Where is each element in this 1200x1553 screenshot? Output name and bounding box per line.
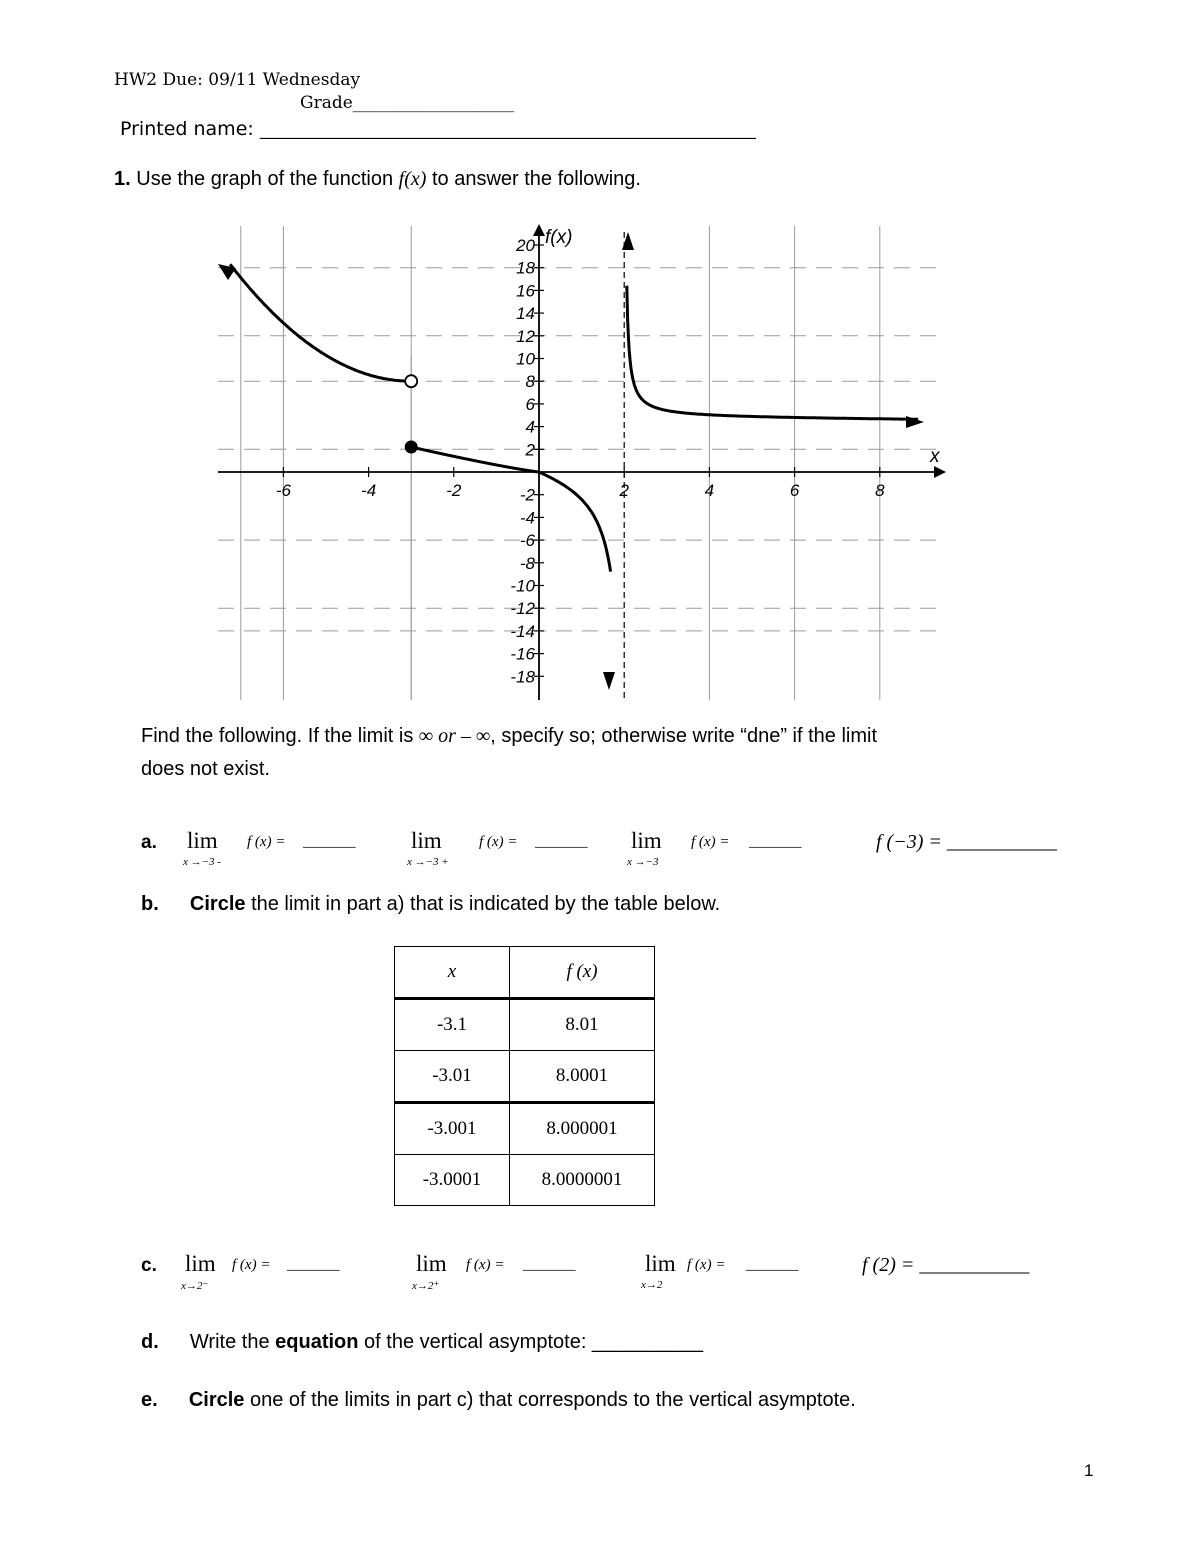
y-tick-label: 18 <box>516 258 535 278</box>
x-tick-label: 2 <box>619 481 629 500</box>
y-tick-label: 20 <box>516 236 535 255</box>
y-tick-label: -16 <box>510 644 535 664</box>
curve-right-branch <box>627 286 918 420</box>
x-tick-label: -4 <box>361 481 377 500</box>
y-tick-label: 6 <box>525 394 535 414</box>
y-tick-label: -6 <box>519 531 535 551</box>
y-tick-label: -8 <box>519 553 535 573</box>
y-tick-label: -2 <box>519 485 535 505</box>
table-header-x: x <box>395 947 510 999</box>
x-axis-arrow <box>934 466 946 478</box>
answer-blank-a4[interactable]: ___________ <box>946 831 1057 853</box>
answer-blank-a1[interactable]: _______ <box>303 834 356 850</box>
function-graph <box>0 0 1200 720</box>
part-d: d. Write the equation of the vertical asymptote: __________ <box>141 1331 704 1353</box>
instructions-line-2: does not exist. <box>141 758 270 780</box>
closed-point <box>405 441 417 453</box>
function-symbol: f(x) <box>398 168 427 190</box>
y-tick-label: 16 <box>516 281 535 301</box>
due-date: HW2 Due: 09/11 Wednesday <box>114 70 361 90</box>
y-axis-label: f(x) <box>545 227 573 248</box>
x-tick-label: 6 <box>789 481 800 500</box>
part-e: e. Circle one of the limits in part c) that corresponds to the vertical asymptote. <box>141 1389 856 1411</box>
graph-grid <box>218 226 940 700</box>
y-axis-arrow <box>533 224 545 236</box>
value-f-minus3: f (−3) = ___________ <box>876 831 1057 853</box>
graph-curves <box>218 232 924 690</box>
asymptote-answer-field[interactable]: of the vertical asymptote: __________ <box>364 1331 704 1353</box>
part-c-label: c. <box>141 1255 157 1276</box>
graph-axes <box>218 224 946 700</box>
grade-field[interactable]: Grade___________________ <box>300 93 515 113</box>
part-a-label: a. <box>141 832 157 853</box>
open-point <box>405 375 417 387</box>
values-table <box>394 946 655 1206</box>
answer-blank-c4[interactable]: ___________ <box>919 1254 1030 1276</box>
x-tick-label: 8 <box>875 481 885 500</box>
table-header-fx: f (x) <box>510 947 655 999</box>
y-tick-label: 2 <box>525 440 535 460</box>
x-tick-label: -2 <box>446 481 462 500</box>
table-row: -3.1 8.01 <box>395 999 655 1051</box>
printed-name-field[interactable]: ______________________________________________________________ <box>259 120 756 139</box>
curve-left-branch <box>230 264 409 381</box>
curve-middle-branch <box>411 447 610 572</box>
y-tick-label: -18 <box>510 667 535 687</box>
y-tick-label: 12 <box>516 326 535 346</box>
part-b: b. Circle the limit in part a) that is indicated by the table below. <box>141 893 721 915</box>
y-tick-label: 14 <box>516 304 535 324</box>
table-row: -3.0001 8.0000001 <box>395 1155 655 1206</box>
page-number: 1 <box>1084 1461 1094 1480</box>
y-tick-label: 4 <box>525 417 535 437</box>
printed-name-label: Printed name: ______________________________________________________________ <box>120 118 756 140</box>
answer-blank-a2[interactable]: _______ <box>535 834 588 850</box>
answer-blank-c1[interactable]: _______ <box>287 1257 340 1273</box>
question-1: 1. Use the graph of the function f(x) to answer the following. <box>114 168 641 190</box>
x-axis-label: x <box>930 446 940 467</box>
table-header-row <box>395 947 655 999</box>
y-tick-label: -14 <box>510 621 535 641</box>
x-tick-label: 4 <box>704 481 715 500</box>
answer-blank-c2[interactable]: _______ <box>523 1257 576 1273</box>
y-tick-label: -4 <box>519 508 535 528</box>
instructions-line-1: Find the following. If the limit is ∞ or – ∞, specify so; otherwise write “dne” if the limit <box>141 725 878 747</box>
y-tick-label: -10 <box>510 576 535 596</box>
table-row: -3.01 8.0001 <box>395 1051 655 1103</box>
y-tick-label: -12 <box>510 599 535 619</box>
value-f-2: f (2) = ___________ <box>862 1254 1030 1276</box>
y-tick-label: 8 <box>525 372 535 392</box>
arrow-middle-branch <box>603 672 615 690</box>
answer-blank-a3[interactable]: _______ <box>749 834 802 850</box>
x-tick-label: -6 <box>275 481 291 500</box>
y-tick-label: 10 <box>516 349 535 369</box>
answer-blank-c3[interactable]: _______ <box>746 1257 799 1273</box>
table-row: -3.001 8.000001 <box>395 1103 655 1155</box>
